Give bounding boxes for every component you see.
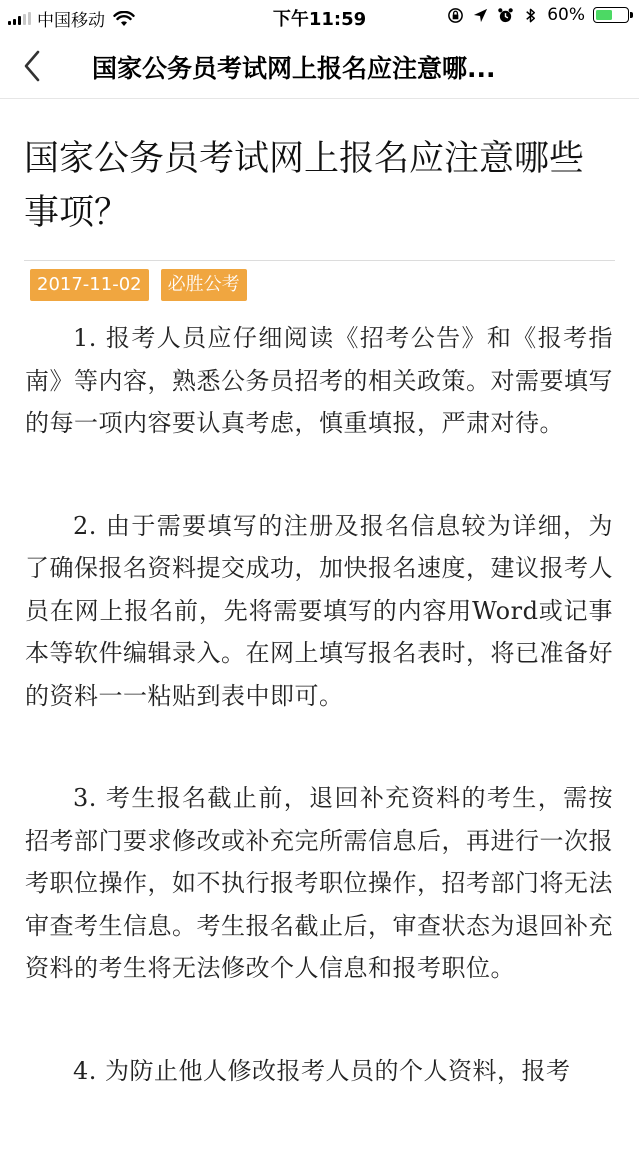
article-title: 国家公务员考试网上报名应注意哪些事项？: [24, 139, 585, 233]
battery-fill: [596, 10, 612, 20]
source-tag[interactable]: 必胜公考: [161, 269, 247, 301]
paragraph: 1. 报考人员应仔细阅读《招考公告》和《报考指南》等内容，熟悉公务员招考的相关政策。对需要填写的每一项内容要认真考虑，慎重填报，严肃对待。: [25, 324, 613, 437]
orientation-lock-icon: [447, 7, 464, 24]
status-time: 下午11:59: [272, 9, 367, 30]
status-right: [447, 5, 629, 25]
article: [0, 98, 639, 1152]
bluetooth-icon: [522, 7, 539, 24]
battery-percent: 60%: [547, 5, 585, 25]
nav-bar: [0, 34, 639, 99]
chevron-left-icon: [14, 44, 58, 88]
article-body: [25, 317, 613, 1092]
title-divider: [24, 260, 615, 261]
carrier-name: 中国移动: [37, 11, 105, 31]
battery-icon: [593, 7, 629, 23]
status-bar: [0, 0, 639, 34]
location-icon: [472, 7, 489, 24]
paragraph: 2. 由于需要填写的注册及报名信息较为详细，为了确保报名资料提交成功，加快报名速度，建议报考人员在网上报名前，先将需要填写的内容用Word或记事本等软件编辑录入。在网上填写报名表时，将已准备好的资料一一粘贴到表中即可。: [25, 511, 613, 710]
back-button[interactable]: [14, 44, 58, 88]
date-tag: 2017-11-02: [30, 269, 149, 301]
paragraph: 3. 考生报名截止前，退回补充资料的考生，需按招考部门要求修改或补充完所需信息后，再进行一次报考职位操作，如不执行报考职位操作，招考部门将无法审查考生信息。考生报名截止后，审查状态为退回补充资料的考生将无法修改个人信息和报考职位。: [25, 784, 613, 982]
article-tags: [30, 269, 639, 301]
alarm-icon: [497, 7, 514, 24]
nav-title: 国家公务员考试网上报名应注意哪...: [92, 54, 496, 83]
paragraph: 4. 为防止他人修改报考人员的个人资料，报考: [73, 1056, 571, 1085]
